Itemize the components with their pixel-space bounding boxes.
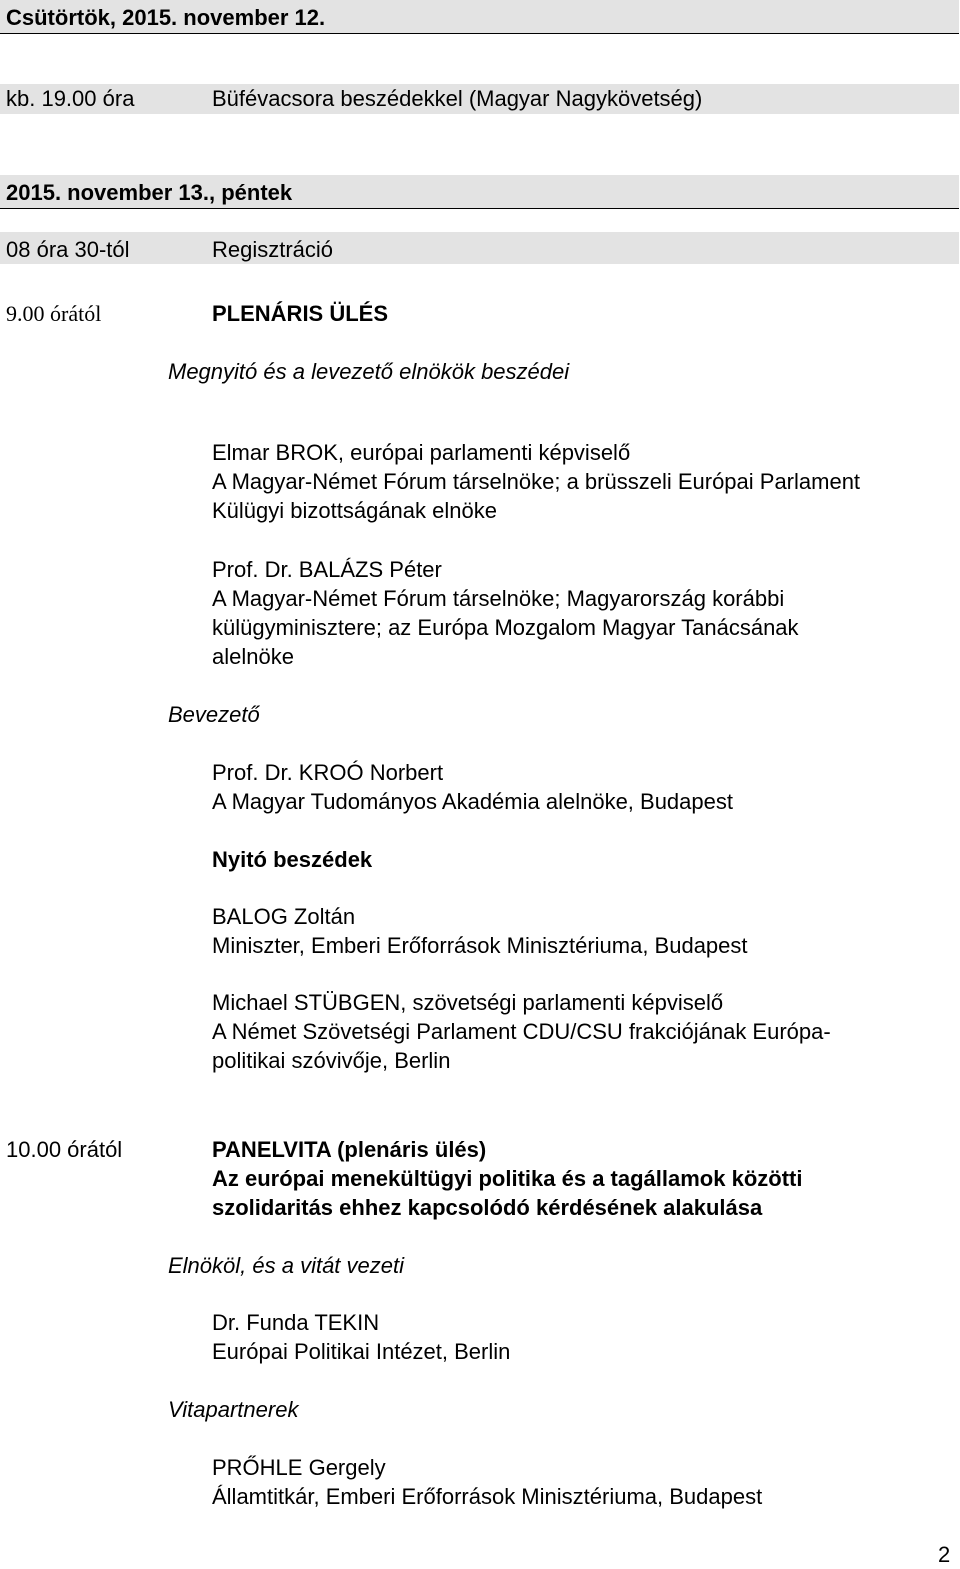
speaker-balazs-role-2: külügyminisztere; az Európa Mozgalom Magyar Tanácsának bbox=[212, 615, 799, 640]
opening-speeches-heading: Nyitó beszédek bbox=[212, 847, 373, 872]
chair-name: Dr. Funda TEKIN bbox=[212, 1310, 380, 1335]
speaker-brok bbox=[212, 438, 860, 525]
chair-role: Európai Politikai Intézet, Berlin bbox=[212, 1339, 511, 1364]
speaker-balazs-name: Prof. Dr. BALÁZS Péter bbox=[212, 557, 442, 582]
day2-header: 2015. november 13., péntek bbox=[6, 180, 293, 205]
panel-subtitle-2: szolidaritás ehhez kapcsolódó kérdésének alakulása bbox=[212, 1195, 763, 1220]
speaker-brok-name: Elmar BROK, európai parlamenti képviselő bbox=[212, 440, 631, 465]
day1-header: Csütörtök, 2015. november 12. bbox=[6, 5, 326, 30]
speaker-kroo bbox=[212, 758, 733, 816]
day1-event-time: kb. 19.00 óra bbox=[6, 86, 135, 111]
speaker-stubgen bbox=[212, 988, 831, 1075]
plenary-title: PLENÁRIS ÜLÉS bbox=[212, 301, 389, 326]
panel-subtitle-1: Az európai menekültügyi politika és a tagállamok közötti bbox=[212, 1166, 803, 1191]
day1-event-title: Büfévacsora beszédekkel (Magyar Nagykövetség) bbox=[212, 86, 703, 111]
speaker-stubgen-role-2: politikai szóvivője, Berlin bbox=[212, 1048, 451, 1073]
opening-heading: Megnyitó és a levezető elnökök beszédei bbox=[168, 359, 570, 384]
speaker-balazs-role-1: A Magyar-Német Fórum társelnöke; Magyarország korábbi bbox=[212, 586, 785, 611]
plenary-time: 9.00 órától bbox=[6, 301, 102, 326]
speaker-balog-role: Miniszter, Emberi Erőforrások Minisztériuma, Budapest bbox=[212, 933, 748, 958]
chair bbox=[212, 1308, 510, 1366]
panel-time: 10.00 órától bbox=[6, 1137, 123, 1162]
speaker-balog bbox=[212, 902, 748, 960]
speaker-balazs bbox=[212, 555, 799, 671]
intro-heading: Bevezető bbox=[168, 702, 260, 727]
panel-title: PANELVITA (plenáris ülés) bbox=[212, 1137, 487, 1162]
speaker-brok-role-1: A Magyar-Német Fórum társelnöke; a brüsszeli Európai Parlament bbox=[212, 469, 861, 494]
speaker-balog-name: BALOG Zoltán bbox=[212, 904, 356, 929]
speaker-kroo-role: A Magyar Tudományos Akadémia alelnöke, Budapest bbox=[212, 789, 733, 814]
registration-label: Regisztráció bbox=[212, 237, 334, 262]
partner-prohle bbox=[212, 1453, 762, 1511]
registration-band bbox=[0, 232, 959, 264]
speaker-stubgen-name: Michael STÜBGEN, szövetségi parlamenti képviselő bbox=[212, 990, 724, 1015]
chair-heading: Elnököl, és a vitát vezeti bbox=[168, 1253, 405, 1278]
partner-prohle-role: Államtitkár, Emberi Erőforrások Minisztériuma, Budapest bbox=[212, 1484, 763, 1509]
partners-heading: Vitapartnerek bbox=[168, 1397, 299, 1422]
page-number: 2 bbox=[938, 1542, 951, 1567]
registration-time: 08 óra 30-tól bbox=[6, 237, 130, 262]
speaker-kroo-name: Prof. Dr. KROÓ Norbert bbox=[212, 760, 444, 785]
speaker-balazs-role-3: alelnöke bbox=[212, 644, 294, 669]
speaker-stubgen-role-1: A Német Szövetségi Parlament CDU/CSU frakciójának Európa- bbox=[212, 1019, 831, 1044]
panel-title-block bbox=[212, 1135, 802, 1222]
partner-prohle-name: PRŐHLE Gergely bbox=[212, 1455, 386, 1480]
speaker-brok-role-2: Külügyi bizottságának elnöke bbox=[212, 498, 497, 523]
